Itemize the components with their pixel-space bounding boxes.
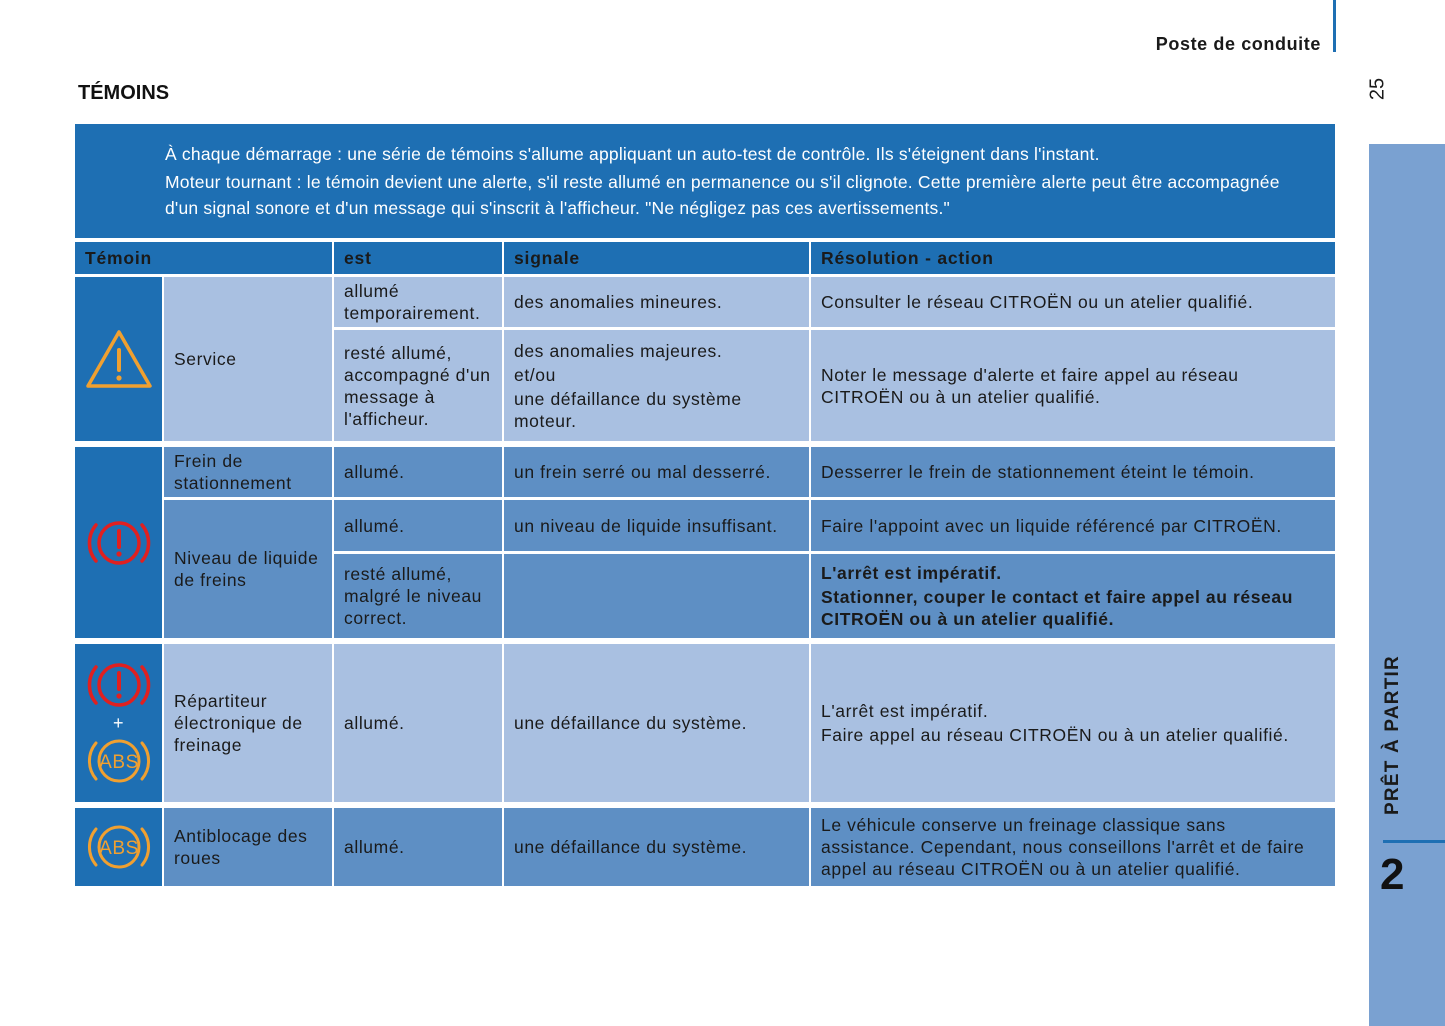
antiblocage-est: allumé. [334,808,502,886]
brake-alert-icon [84,656,154,714]
antiblocage-warning-cell [75,808,162,886]
frein-signale: un frein serré ou mal desserré. [504,447,809,497]
frein-name: Frein de stationnement [164,447,332,497]
liquide-row2-resolution [811,554,1335,638]
frein-resolution: Desserrer le frein de stationnement éteint le témoin. [811,447,1335,497]
intro-line-1: À chaque démarrage : une série de témoins s'allume appliquant un auto-test de contrôle. Ils s'éteignent dans l'instant. [165,144,1100,164]
intro-line-2: Moteur tournant : le témoin devient une alerte, s'il reste allumé en permanence ou s'il clignote. Cette première alerte peut être accompagnée d'un signal sonore et d'un message qui s'inscrit à l'afficheur. "Ne négligez pas ces avertissements." [165,172,1280,218]
service-name: Service [164,277,332,441]
liquide-row1-resolution: Faire l'appoint avec un liquide référencé par CITROËN. [811,500,1335,551]
antiblocage-resolution: Le véhicule conserve un freinage classique sans assistance. Cependant, nous conseillons l'arrêt et de faire appel au réseau CITROËN ou à un atelier qualifié. [811,808,1335,886]
liquide-row2-est: resté allumé, malgré le niveau correct. [334,554,502,638]
antiblocage-name: Antiblocage des roues [164,808,332,886]
page-number: 25 [1366,77,1389,101]
resolution-line: L'arrêt est impératif. [821,701,989,721]
abs-icon [84,732,154,790]
signale-line: des anomalies majeures. [514,340,723,361]
abs-icon [84,817,154,877]
service-row2-resolution: Noter le message d'alerte et faire appel au réseau CITROËN ou à un atelier qualifié. [811,330,1335,441]
header-signale: signale [504,242,809,274]
brake-warning-cell [75,447,162,638]
intro-box [75,124,1335,238]
frein-est: allumé. [334,447,502,497]
repartiteur-est: allumé. [334,644,502,802]
liquide-name: Niveau de liquide de freins [164,500,332,638]
liquide-row2-signale [504,554,809,638]
service-row2-signale [504,330,809,441]
liquide-row1-est: allumé. [334,500,502,551]
resolution-line: Faire appel au réseau CITROËN ou à un atelier qualifié. [821,725,1289,745]
header-temoin: Témoin [75,242,332,274]
repartiteur-warning-cell [75,644,162,802]
signale-line: et/ou [514,364,556,385]
service-warning-cell [75,277,162,441]
service-row1-resolution: Consulter le réseau CITROËN ou un atelier qualifié. [811,277,1335,327]
header-resolution: Résolution - action [811,242,1335,274]
plus-sign: + [112,713,125,733]
service-row1-signale: des anomalies mineures. [504,277,809,327]
warning-triangle-icon [84,328,154,390]
service-row2-est: resté allumé, accompagné d'un message à l'afficheur. [334,330,502,441]
header-divider [1333,0,1336,52]
section-header: Poste de conduite [1155,34,1321,54]
brake-alert-icon [84,513,154,573]
chapter-tab-label: PRÊT À PARTIR [1382,655,1403,815]
repartiteur-name: Répartiteur électronique de freinage [164,644,332,802]
chapter-number: 2 [1380,850,1405,899]
antiblocage-signale: une défaillance du système. [504,808,809,886]
liquide-row1-signale: un niveau de liquide insuffisant. [504,500,809,551]
signale-line: une défaillance du système moteur. [514,388,742,431]
header-est: est [334,242,502,274]
resolution-line: L'arrêt est impératif. [821,563,1002,583]
resolution-line: Stationner, couper le contact et faire appel au réseau CITROËN ou à un atelier qualifié. [821,587,1293,629]
repartiteur-resolution [811,644,1335,802]
service-row1-est: allumé temporairement. [334,277,502,327]
abs-label: ABS [98,838,139,859]
repartiteur-signale: une défaillance du système. [504,644,809,802]
chapter-tab-divider [1383,840,1445,843]
page-title: TÉMOINS [78,82,170,104]
abs-label: ABS [98,752,139,773]
